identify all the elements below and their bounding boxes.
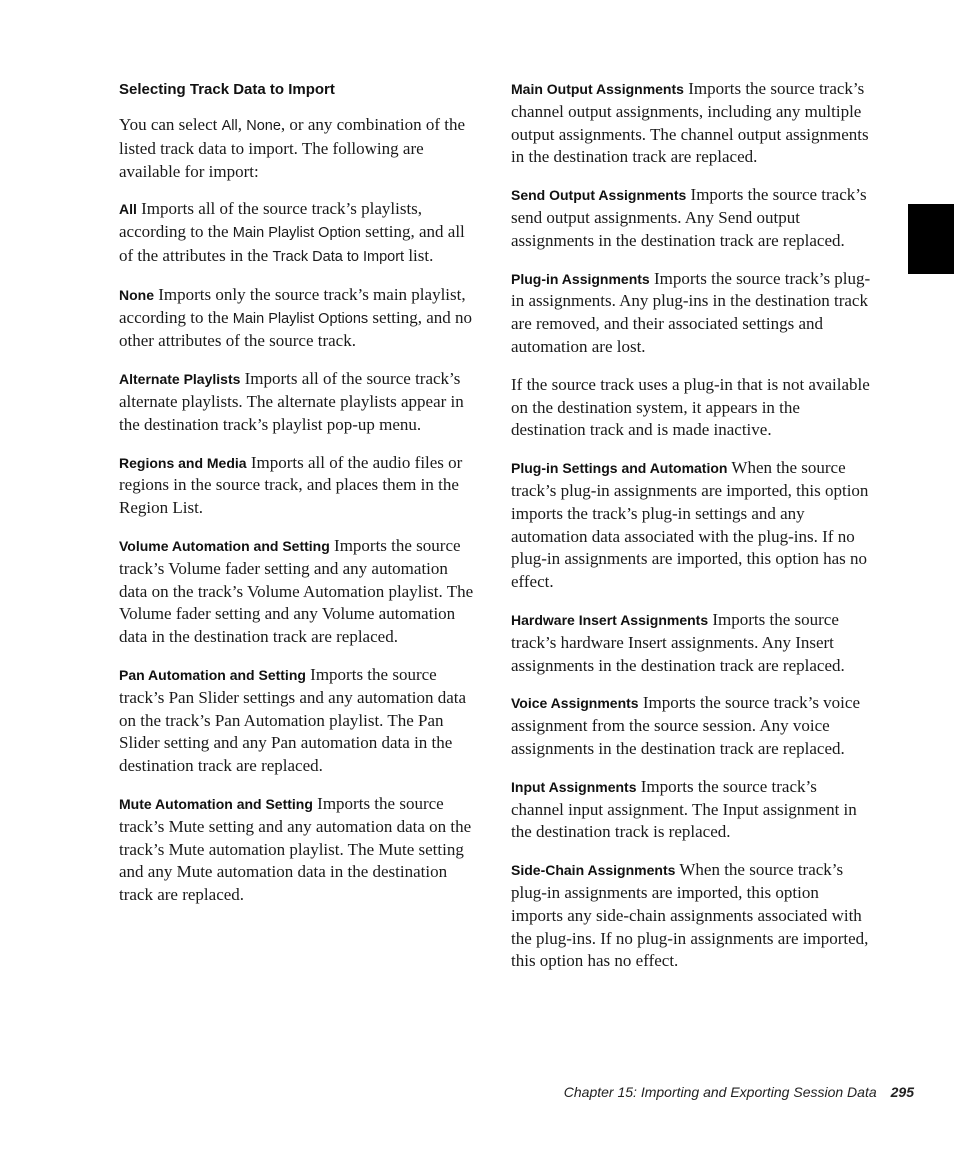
definition-text: Imports the source track’s Volume fader setting and any automation data on the track’s Volume Automation playlist. The Volume fader setting and any Volume automation data in the destination track are replaced. (119, 535, 474, 647)
definition-send-output (511, 184, 871, 252)
definition-pan-automation (119, 664, 479, 778)
section-heading: Selecting Track Data to Import (119, 81, 335, 98)
definition-side-chain (511, 859, 871, 973)
right-column (511, 78, 871, 988)
definition-hardware-insert (511, 609, 871, 677)
definition-text: Imports all of the audio files or regions in the source track, and places them in the Region List. (119, 452, 463, 518)
definition-mute-automation (119, 793, 479, 907)
page-number: 295 (890, 1084, 914, 1100)
term-send-output: Send Output Assignments (511, 187, 687, 204)
definition-text: setting, and all of the attributes in the (119, 222, 465, 265)
definition-text: Imports only the source track’s main playlist, according to the (119, 284, 466, 327)
definition-volume-automation (119, 535, 479, 649)
term-side-chain: Side-Chain Assignments (511, 862, 676, 879)
definition-text: Imports all of the source track’s playlists, according to the (119, 199, 423, 242)
definition-alternate-playlists (119, 368, 479, 436)
definition-all (119, 198, 479, 268)
term-plugin-settings: Plug-in Settings and Automation (511, 460, 728, 477)
term-main-output: Main Output Assignments (511, 81, 684, 97)
ui-label-main-playlist-options: Main Playlist Options (232, 310, 369, 327)
term-voice-assignments: Voice Assignments (511, 695, 639, 712)
ui-label-all: All (221, 118, 238, 134)
definition-text: Imports the source track’s channel output assignments, including any multiple output assignments. The channel output assignments in the destination track are replaced. (511, 79, 869, 167)
chapter-thumb-tab (908, 204, 954, 274)
term-none: None (119, 286, 154, 303)
term-alternate-playlists: Alternate Playlists (119, 371, 241, 388)
term-plugin-assignments: Plug-in Assignments (511, 270, 650, 287)
definition-text: Imports all of the source track’s alternate playlists. The alternate playlists appear in the destination track’s playlist pop-up menu. (119, 369, 464, 434)
definition-text: Imports the source track’s Pan Slider settings and any automation data on the track’s Pan Automation playlist. The Pan Slider setting and any Pan automation data in the destination track are replaced. (119, 664, 467, 776)
definition-text: setting, and no other attributes of the source track. (119, 307, 473, 351)
definition-plugin-settings (511, 457, 871, 594)
definition-text: When the source track’s plug-in assignments are imported, this option imports the track’s plug-in settings and any automation data associated with the plug-ins. If no plug-in assignments are imported, this option has no effect. (511, 458, 869, 592)
definition-main-output (511, 78, 871, 169)
ui-label-none: None (246, 118, 281, 134)
definition-text: Imports the source track’s Mute setting and any automation data on the track’s Mute automation playlist. The Mute setting and any Mute automation data in the destination track are replaced. (119, 793, 472, 905)
term-pan-automation: Pan Automation and Setting (119, 666, 306, 683)
page-footer (564, 1084, 914, 1100)
term-all: All (119, 201, 137, 218)
definition-text: Imports the source track’s plug-in assignments. Any plug-ins in the destination track are removed, and their associated settings and automation are lost. (511, 268, 871, 356)
definition-voice-assignments (511, 692, 871, 760)
term-regions-and-media: Regions and Media (119, 454, 247, 471)
definition-regions-and-media (119, 452, 479, 520)
term-mute-automation: Mute Automation and Setting (119, 795, 313, 812)
definition-plugin-assignments (511, 268, 871, 359)
definition-text: Imports the source track’s hardware Insert assignments. Any Insert assignments in the destination track are replaced. (511, 609, 845, 675)
term-hardware-insert: Hardware Insert Assignments (511, 611, 709, 628)
definition-text: list. (404, 245, 434, 265)
definition-input-assignments (511, 776, 871, 844)
definition-text: Imports the source track’s voice assignment from the source session. Any voice assignments in the destination track are replaced. (511, 693, 860, 758)
term-input-assignments: Input Assignments (511, 778, 637, 795)
term-volume-automation: Volume Automation and Setting (119, 537, 330, 554)
intro-text-1: You can select (119, 115, 222, 134)
ui-label-main-playlist-option: Main Playlist Option (232, 225, 361, 242)
definition-text: Imports the source track’s channel input assignment. The Input assignment in the destination track is replaced. (511, 776, 857, 842)
left-column (119, 78, 479, 922)
definition-text: When the source track’s plug-in assignments are imported, this option imports any side-chain assignments associated with the plug-ins. If no plug-in assignments are imported, this option has no effect. (511, 860, 869, 971)
intro-text-3: , or any combination of the listed track data to import. The following are available for import: (119, 115, 466, 181)
definition-none (119, 284, 479, 353)
intro-paragraph (119, 114, 479, 183)
ui-label-track-data-to-import: Track Data to Import (272, 248, 405, 265)
plugin-note-paragraph: If the source track uses a plug-in that is not available on the destination system, it appears in the destination track and is made inactive. (511, 374, 870, 440)
intro-text-2: , (237, 115, 247, 134)
definition-text: Imports the source track’s send output assignments. Any Send output assignments in the destination track are replaced. (511, 185, 867, 250)
footer-chapter-title: Chapter 15: Importing and Exporting Session Data (563, 1084, 877, 1100)
